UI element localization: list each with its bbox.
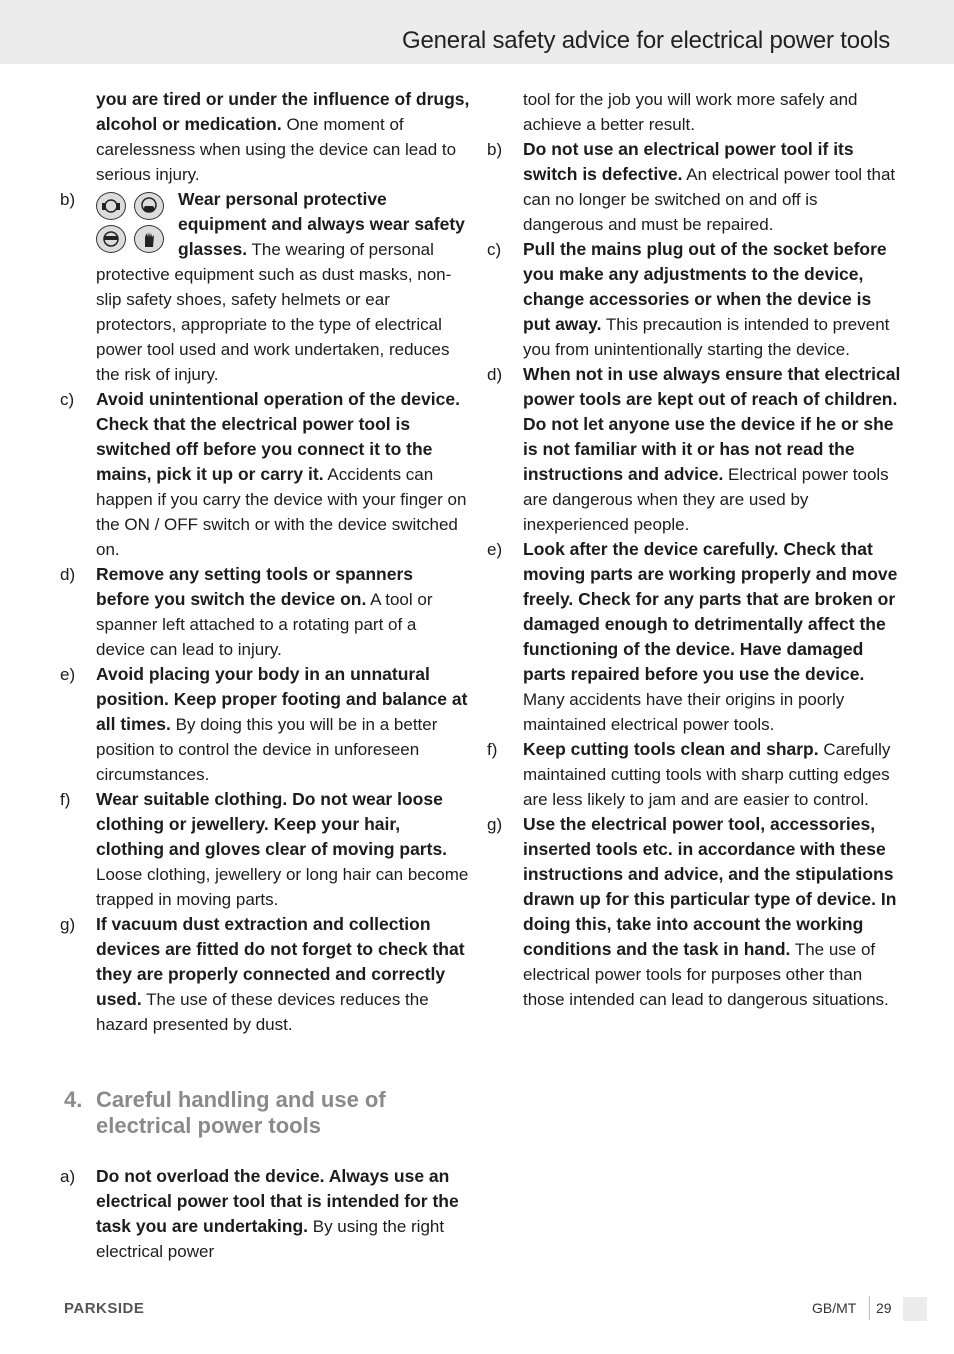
left-intro xyxy=(60,87,470,187)
list-item xyxy=(60,787,470,912)
list-item xyxy=(60,187,470,387)
item-label: e) xyxy=(487,540,503,559)
left-intro-text: One moment of carelessness when using the device can lead to serious injury. xyxy=(96,115,457,184)
item-text: A tool or spanner left attached to a rotating part of a device can lead to injury. xyxy=(96,590,433,659)
item-bold: If vacuum dust extraction and collection devices are fitted do not forget to check that they are properly connected and correctly used. xyxy=(96,914,465,1009)
item-label: d) xyxy=(60,565,76,584)
item-bold: Do not use an electrical power tool if its switch is defective. xyxy=(523,139,854,184)
safety-glasses-icon xyxy=(96,225,126,253)
item-bold: Wear personal protective equipment and always wear safety glasses. xyxy=(178,189,465,259)
right-column xyxy=(487,87,902,1012)
list-item xyxy=(487,537,902,737)
language-code: GB/MT xyxy=(812,1300,857,1316)
list-item xyxy=(487,237,902,362)
list-item xyxy=(60,562,470,662)
section-heading xyxy=(60,1087,470,1139)
item-bold: Pull the mains plug out of the socket before you make any adjustments to the device, change accessories or when the device is put away. xyxy=(523,239,887,334)
left-column xyxy=(60,87,470,1264)
item-label: g) xyxy=(487,815,503,834)
footer-divider xyxy=(869,1296,870,1320)
item-text: The use of electrical power tools for purposes other than those intended can lead to dangerous situations. xyxy=(523,940,889,1009)
page-number: 29 xyxy=(876,1300,892,1316)
list-item xyxy=(487,137,902,237)
item-label: f) xyxy=(487,740,498,759)
item-text: An electrical power tool that can no longer be switched on and off is dangerous and must be repaired. xyxy=(523,165,896,234)
item-label: f) xyxy=(60,790,71,809)
item-text: Carefully maintained cutting tools with sharp cutting edges are less likely to jam and are easier to control. xyxy=(523,740,891,809)
item-text: By using the right electrical power xyxy=(96,1217,445,1261)
list-item xyxy=(60,1164,470,1264)
item-label: g) xyxy=(60,915,76,934)
list-item xyxy=(60,912,470,1037)
item-text: Many accidents have their origins in poorly maintained electrical power tools. xyxy=(523,690,845,734)
list-item xyxy=(487,737,902,812)
section-title: Careful handling and use of electrical power tools xyxy=(96,1087,386,1138)
gloves-icon xyxy=(134,225,164,253)
left-intro-bold: you are tired or under the influence of drugs, alcohol or medication. xyxy=(96,89,470,134)
item-label: e) xyxy=(60,665,76,684)
right-intro-text: tool for the job you will work more safely and achieve a better result. xyxy=(523,90,858,134)
item-bold: Keep cutting tools clean and sharp. xyxy=(523,739,819,759)
item-label: d) xyxy=(487,365,503,384)
item-label: c) xyxy=(487,240,502,259)
item-bold: Use the electrical power tool, accessories, inserted tools etc. in accordance with these instructions and advice, and the stipulations drawn up for this particular type of device. In doing this, take into account the working conditions and the task in hand. xyxy=(523,814,897,959)
item-bold: Look after the device carefully. Check that moving parts are working properly and move freely. Check for any parts that are broken or damaged enough to detrimentally affect the functioning of the device. Have damaged parts repaired before you use the device. xyxy=(523,539,898,684)
item-bold: When not in use always ensure that electrical power tools are kept out of reach of children. Do not let anyone use the device if he or she is not familiar with it or has not read the instructions and advice. xyxy=(523,364,901,484)
item-label: b) xyxy=(60,190,76,209)
item-bold: Avoid placing your body in an unnatural position. Keep proper footing and balance at all times. xyxy=(96,664,468,734)
page-header xyxy=(0,0,954,64)
item-text: The wearing of personal protective equipment such as dust masks, non-slip safety shoes, safety helmets or ear protectors, appropriate to the type of electrical power tool used and work undertaken, reduces the risk of injury. xyxy=(96,240,452,384)
right-intro xyxy=(487,87,902,137)
list-item xyxy=(60,662,470,787)
item-text: The use of these devices reduces the hazard presented by dust. xyxy=(96,990,429,1034)
item-bold: Do not overload the device. Always use an electrical power tool that is intended for the task you are undertaking. xyxy=(96,1166,459,1236)
ppe-icon-group xyxy=(96,192,168,254)
brand-logo: PARKSIDE xyxy=(64,1300,145,1317)
item-text: Electrical power tools are dangerous when they are used by inexperienced people. xyxy=(523,465,889,534)
list-item xyxy=(487,812,902,1012)
footer-tab-marker xyxy=(903,1297,927,1321)
item-label: a) xyxy=(60,1167,76,1186)
item-text: This precaution is intended to prevent you from unintentionally starting the device. xyxy=(523,315,890,359)
item-text: By doing this you will be in a better position to control the device in unforeseen circumstances. xyxy=(96,715,438,784)
item-bold: Wear suitable clothing. Do not wear loose clothing or jewellery. Keep your hair, clothing and gloves clear of moving parts. xyxy=(96,789,448,859)
list-item xyxy=(487,362,902,537)
item-bold: Avoid unintentional operation of the device. Check that the electrical power tool is switched off before you connect it to the mains, pick it up or carry it. xyxy=(96,389,460,484)
item-text: Loose clothing, jewellery or long hair can become trapped in moving parts. xyxy=(96,865,469,909)
list-item xyxy=(60,387,470,562)
ear-protection-icon xyxy=(96,192,126,220)
item-label: b) xyxy=(487,140,503,159)
page-title: General safety advice for electrical power tools xyxy=(402,27,890,54)
section-number: 4. xyxy=(64,1087,83,1112)
item-label: c) xyxy=(60,390,75,409)
item-bold: Remove any setting tools or spanners before you switch the device on. xyxy=(96,564,414,609)
dust-mask-icon xyxy=(134,192,164,220)
item-text: Accidents can happen if you carry the device with your finger on the ON / OFF switch or with the device switched on. xyxy=(96,465,467,559)
